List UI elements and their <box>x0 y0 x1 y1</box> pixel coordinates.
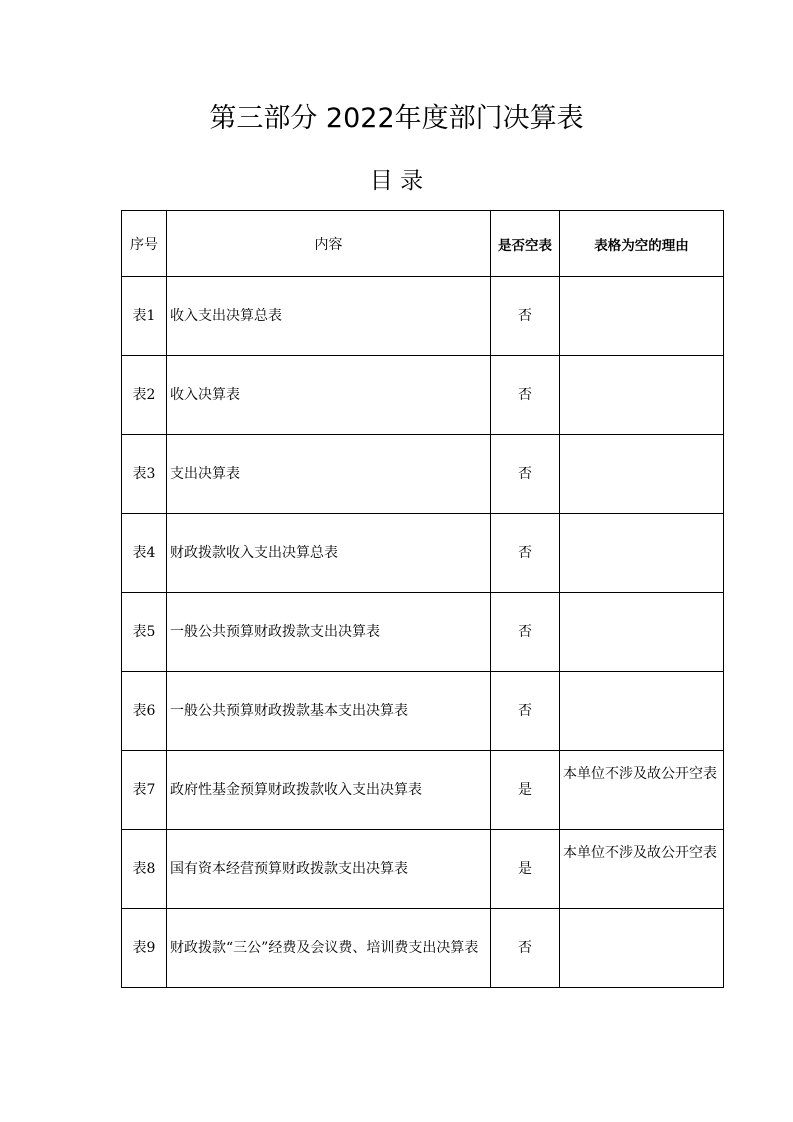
row-no: 表9 <box>122 909 167 988</box>
row-content: 财政拨款收入支出决算总表 <box>167 514 491 593</box>
table-row <box>122 435 724 514</box>
header-content: 内容 <box>167 211 491 277</box>
row-is-empty: 否 <box>491 514 560 593</box>
table-row <box>122 672 724 751</box>
toc-table <box>121 210 724 988</box>
row-no: 表2 <box>122 356 167 435</box>
row-is-empty: 是 <box>491 830 560 909</box>
row-no: 表7 <box>122 751 167 830</box>
table-row <box>122 751 724 830</box>
row-no: 表6 <box>122 672 167 751</box>
row-is-empty: 否 <box>491 435 560 514</box>
row-no: 表3 <box>122 435 167 514</box>
row-reason <box>560 909 724 988</box>
row-content: 财政拨款“三公”经费及会议费、培训费支出决算表 <box>167 909 491 988</box>
row-no: 表4 <box>122 514 167 593</box>
row-is-empty: 否 <box>491 593 560 672</box>
row-content: 一般公共预算财政拨款支出决算表 <box>167 593 491 672</box>
row-no: 表5 <box>122 593 167 672</box>
row-reason <box>560 593 724 672</box>
row-reason <box>560 356 724 435</box>
row-reason: 本单位不涉及故公开空表 <box>560 751 724 830</box>
row-content: 政府性基金预算财政拨款收入支出决算表 <box>167 751 491 830</box>
row-is-empty: 否 <box>491 909 560 988</box>
row-content: 国有资本经营预算财政拨款支出决算表 <box>167 830 491 909</box>
row-reason <box>560 672 724 751</box>
row-content: 支出决算表 <box>167 435 491 514</box>
row-content: 收入决算表 <box>167 356 491 435</box>
header-reason: 表格为空的理由 <box>560 211 724 277</box>
table-row <box>122 909 724 988</box>
row-is-empty: 否 <box>491 672 560 751</box>
table-header-row <box>122 211 724 277</box>
row-is-empty: 否 <box>491 277 560 356</box>
table-row <box>122 356 724 435</box>
row-content: 收入支出决算总表 <box>167 277 491 356</box>
row-reason <box>560 277 724 356</box>
row-no: 表8 <box>122 830 167 909</box>
table-row <box>122 593 724 672</box>
header-no: 序号 <box>122 211 167 277</box>
row-no: 表1 <box>122 277 167 356</box>
row-is-empty: 是 <box>491 751 560 830</box>
toc-heading: 目 录 <box>369 168 424 194</box>
row-content: 一般公共预算财政拨款基本支出决算表 <box>167 672 491 751</box>
row-reason <box>560 435 724 514</box>
row-reason <box>560 514 724 593</box>
page-title: 第三部分 2022年度部门决算表 <box>209 103 584 134</box>
header-is-empty: 是否空表 <box>491 211 560 277</box>
table-row <box>122 830 724 909</box>
row-reason: 本单位不涉及故公开空表 <box>560 830 724 909</box>
table-row <box>122 277 724 356</box>
row-is-empty: 否 <box>491 356 560 435</box>
table-row <box>122 514 724 593</box>
